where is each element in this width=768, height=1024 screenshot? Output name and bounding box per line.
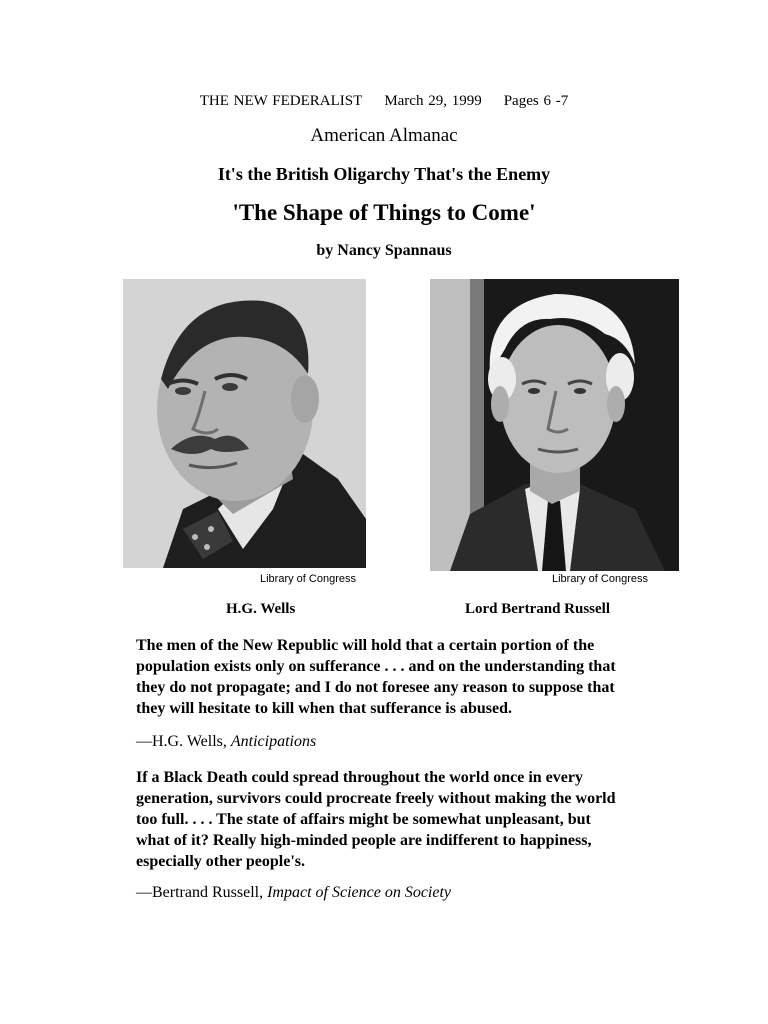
quote-line: population exists only on sufferance . . . and on the understanding that xyxy=(136,658,616,675)
quote-russell xyxy=(136,767,656,872)
quote-line: generation, survivors could procreate freely without making the world xyxy=(136,790,616,807)
attribution-work: Impact of Science on Society xyxy=(267,884,452,901)
wells-portrait-photo xyxy=(123,279,366,568)
wells-portrait-illustration xyxy=(123,279,366,568)
publication-date: March 29, 1999 xyxy=(384,93,482,109)
attribution-work: Anticipations xyxy=(230,733,317,750)
attribution-russell xyxy=(136,884,451,902)
russell-portrait-photo xyxy=(430,279,679,571)
headline: It's the British Oligarchy That's the Enemy xyxy=(217,164,551,184)
caption-wells: H.G. Wells xyxy=(226,601,296,617)
attribution-wells xyxy=(136,733,316,751)
quote-line: The men of the New Republic will hold that a certain portion of the xyxy=(136,637,595,654)
article-title: 'The Shape of Things to Come' xyxy=(232,200,536,225)
quote-line: they will hesitate to kill when that sufferance is abused. xyxy=(136,700,512,717)
quote-line: especially other people's. xyxy=(136,853,306,870)
publication-name: THE NEW FEDERALIST xyxy=(199,93,363,109)
page-range: Pages 6 -7 xyxy=(503,93,569,109)
attribution-author: —H.G. Wells, xyxy=(136,733,231,750)
quote-line: they do not propagate; and I do not foresee any reason to suppose that xyxy=(136,679,615,696)
byline: by Nancy Spannaus xyxy=(316,242,452,259)
caption-russell: Lord Bertrand Russell xyxy=(465,601,611,617)
quote-line: If a Black Death could spread throughout the world once in every xyxy=(136,769,583,786)
russell-portrait-illustration xyxy=(430,279,679,571)
masthead xyxy=(0,93,768,110)
quote-line: what of it? Really high-minded people are indifferent to happiness, xyxy=(136,832,592,849)
photo-credit-russell: Library of Congress xyxy=(552,573,648,585)
quote-wells xyxy=(136,635,656,719)
photo-credit-wells: Library of Congress xyxy=(260,573,356,585)
attribution-author: —Bertrand Russell, xyxy=(136,884,268,901)
quote-line: too full. . . . The state of affairs might be somewhat unpleasant, but xyxy=(136,811,591,828)
section-name: American Almanac xyxy=(310,125,458,146)
